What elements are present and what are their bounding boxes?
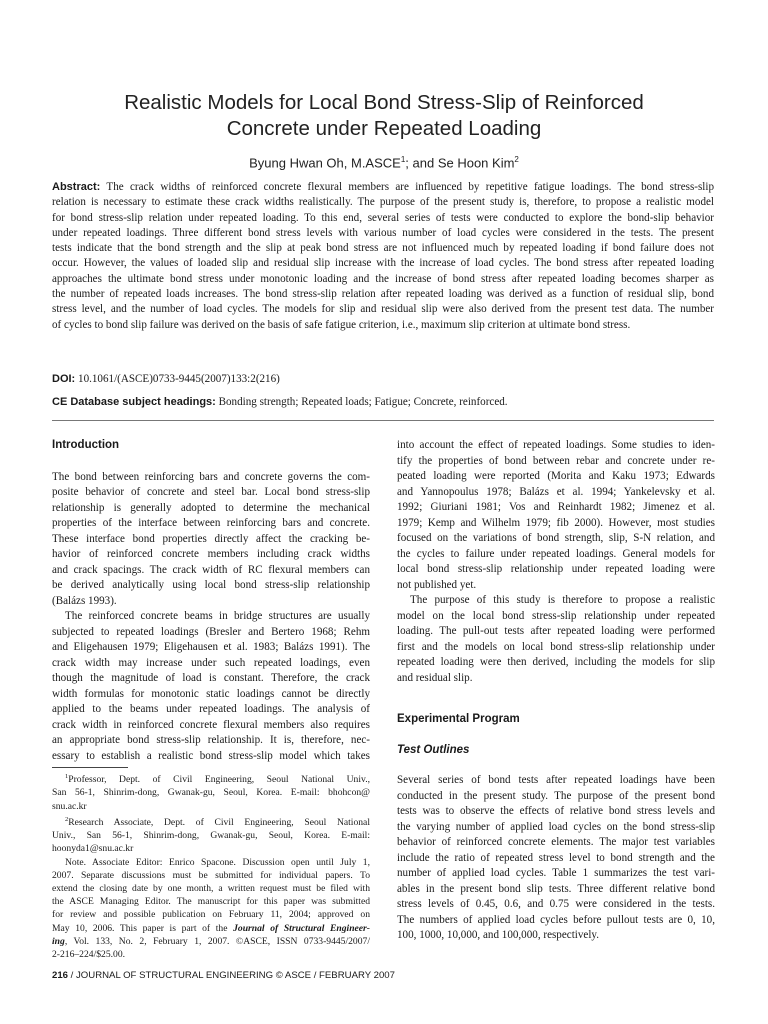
body-line: tests was to observe the effects of relative bond stress levels and bbox=[397, 805, 715, 817]
journal-name: Journal of Structural Engineer- bbox=[233, 922, 370, 934]
body-line: posite behavior of concrete and steel bar. Local bond stress-slip bbox=[52, 486, 370, 498]
subsection-heading-test-outlines: Test Outlines bbox=[397, 743, 470, 756]
body-line: essary to establish a realistic bond stress-slip model which takes bbox=[52, 749, 370, 762]
doi bbox=[52, 373, 280, 385]
body-line: not published yet. bbox=[397, 578, 477, 591]
body-line: 1979; Kemp and Wilhelm 1979; fib 2000). However, most studies bbox=[397, 516, 715, 529]
author-2-affil: 2 bbox=[514, 155, 519, 164]
abstract-line: tests indicate that the bond strength and the slip at peak bond stress are not influenced much by repeated loading if bond failure does not bbox=[52, 242, 714, 255]
abstract-line: relation is necessary to estimate these crack widths realistically. The purpose of the present study is, therefore, to propose a realistic model bbox=[52, 196, 714, 209]
body-line: havior of reinforced concrete members including crack widths bbox=[52, 548, 370, 560]
abstract-line: for bond stress-slip relation under repeated loading. To this end, several series of tests were conducted to explore the bond-slip behavior bbox=[52, 211, 714, 224]
right-column bbox=[397, 438, 715, 944]
body-line: tify the properties of bond between rebar and concrete under re- bbox=[397, 454, 715, 467]
body-line: repeated loading were then derived, including the models for slip bbox=[397, 656, 715, 668]
body-line: include the ratio of repeated stress level to bond strength and the bbox=[397, 851, 715, 864]
body-line: subjected to repeated loadings (Bresler and Bertero 1968; Rehm bbox=[52, 625, 370, 638]
body-line: 1992; Giuriani 1981; Vos and Reinhardt 1982; Jimenez et al. bbox=[397, 501, 715, 513]
doi-value[interactable]: 10.1061/(ASCE)0733-9445(2007)133:2(216) bbox=[78, 373, 280, 385]
body-line: first and the models on local bond stress-slip relationship under bbox=[397, 640, 715, 653]
body-line: number of applied load cycles. Table 1 summarizes the test vari- bbox=[397, 867, 715, 879]
abstract-line: of cycles to bond slip failure was derived on the basis of safe fatigue criterion, i.e., maximum slip criterion at ultimate bond stress. bbox=[52, 318, 631, 331]
abstract-line: the number of repeated loads increases. The bond stress-slip relation after repeated loading was derived as a function of residual slip, bond bbox=[52, 288, 714, 301]
body-line: and Yannopoulus 1978; Balázs et al. 1994; Yankelevsky et al. bbox=[397, 485, 715, 498]
footnote-1-line: snu.ac.kr bbox=[52, 800, 87, 812]
abstract-line: stress level, and the number of load cycles. The models for slip and residual slip were also derived from the present test data. The number bbox=[52, 303, 714, 316]
body-line: be derived analytically using local bond stress-slip relationship bbox=[52, 579, 370, 591]
body-line: though the magnitude of load is constant. Therefore, the crack bbox=[52, 672, 370, 684]
body-line: peated loading were reported (Morita and Kaku 1973; Edwards bbox=[397, 470, 715, 482]
body-line: the varying number of applied load cycles on the bond stress-slip bbox=[397, 820, 715, 833]
body-line: local bond stress-slip relationship under repeated loading were bbox=[397, 563, 715, 575]
subject-headings bbox=[52, 396, 508, 408]
title-line-2: Concrete under Repeated Loading bbox=[226, 117, 542, 140]
left-column bbox=[52, 438, 370, 764]
body-line: The reinforced concrete beams in bridge structures are usually bbox=[65, 610, 370, 622]
body-line: ables in the present bond slip tests. Three different relative bond bbox=[397, 882, 715, 895]
footnote-2-line: hoonyda1@snu.ac.kr bbox=[52, 843, 134, 855]
note-line: Note. Associate Editor: Enrico Spacone. Discussion open until July 1, bbox=[65, 856, 370, 868]
abstract bbox=[52, 180, 714, 333]
body-line: and crack spacings. The crack width of RC flexural members can bbox=[52, 563, 370, 576]
footnotes bbox=[52, 770, 370, 961]
body-line: and residual slip. bbox=[397, 671, 473, 684]
subject-headings-label: CE Database subject headings: bbox=[52, 396, 216, 408]
body-line: The purpose of this study is therefore to propose a realistic bbox=[410, 594, 715, 606]
body-line: relationship is generally adopted to determine the mechanical bbox=[52, 501, 370, 514]
note-line: 2-216–224/$25.00. bbox=[52, 949, 126, 961]
journal-footer: / JOURNAL OF STRUCTURAL ENGINEERING © ASCE / FEBRUARY 2007 bbox=[68, 970, 395, 981]
body-line: applied to the beams under repeated loadings. The analysis of bbox=[52, 703, 370, 715]
body-line: an appropriate bond stress-slip relationship. It is, therefore, nec- bbox=[52, 734, 370, 746]
abstract-line: Abstract: The crack widths of reinforced concrete flexural members are influenced by repetitive fatigue loadings. The bond stress-slip bbox=[52, 181, 714, 193]
note-line: May 10, 2006. This paper is part of the Journal of Structural Engineer- bbox=[52, 922, 370, 934]
body-line: The numbers of applied load cycles before pullout tests are 0, 10, bbox=[397, 913, 715, 926]
paper-title bbox=[40, 90, 728, 142]
title-line-1: Realistic Models for Local Bond Stress-Slip of Reinforced bbox=[124, 91, 644, 114]
abstract-label: Abstract: bbox=[52, 181, 101, 193]
note-line: ing, Vol. 133, No. 2, February 1, 2007. ©ASCE, ISSN 0733-9445/2007/ bbox=[52, 935, 370, 947]
body-line: and Eligehausen 1979; Eligehausen et al. 1983; Balázs 1991). The bbox=[52, 641, 370, 653]
note-line: extend the closing date by one month, a written request must be filed with bbox=[52, 883, 370, 894]
note-line: the ASCE Managing Editor. The manuscript for this paper was submitted bbox=[52, 896, 370, 908]
doi-label: DOI: bbox=[52, 373, 76, 385]
footnote-rule bbox=[52, 767, 128, 768]
note-line: for review and possible publication on February 11, 2004; approved on bbox=[52, 909, 370, 921]
body-line: crack width may increase under such repeated loadings, even bbox=[52, 656, 370, 669]
author-separator: ; and Se Hoon Kim bbox=[405, 155, 515, 171]
body-line: focused on the variations of bond strength, slip, S-N relation, and bbox=[397, 532, 715, 544]
body-line: width formulas for monotonic static loadings cannot be directly bbox=[52, 687, 370, 700]
subject-headings-value: Bonding strength; Repeated loads; Fatigue; Concrete, reinforced. bbox=[218, 396, 508, 408]
body-line: Several series of bond tests after repeated loadings have been bbox=[397, 774, 715, 786]
body-line: conducted in the present study. The purpose of the present bond bbox=[397, 789, 715, 802]
authors bbox=[40, 155, 728, 170]
body-line: behavior of reinforced concrete elements. The major test variables bbox=[397, 836, 715, 848]
body-line: into account the effect of repeated loadings. Some studies to iden- bbox=[397, 439, 715, 451]
body-line: These interface bond properties directly affect the cracking be- bbox=[52, 532, 370, 545]
body-line: (Balázs 1993). bbox=[52, 594, 117, 607]
body-line: stress levels of 0.45, 0.6, and 0.75 were considered in the tests. bbox=[397, 898, 715, 910]
abstract-line: under repeated loadings. Three different bond stress levels with various number of load cycles were considered in the tests. The present bbox=[52, 226, 714, 239]
footnote-2-line: Univ., San 56-1, Shinrim-dong, Gwanak-gu, Seoul, Korea. E-mail: bbox=[52, 830, 370, 842]
note-line: 2007. Separate discussions must be submitted for individual papers. To bbox=[52, 869, 370, 881]
page-footer bbox=[52, 970, 395, 981]
body-line: model on the local bond stress-slip relationship under repeated bbox=[397, 609, 715, 622]
body-line: loading. The pull-out tests after repeated loading were performed bbox=[397, 625, 715, 637]
author-1: Byung Hwan Oh, M.ASCE bbox=[249, 155, 401, 171]
page-number: 216 bbox=[52, 970, 69, 981]
author-1-affil: 1 bbox=[400, 155, 406, 164]
footnote-1-line: San 56-1, Shinrim-dong, Gwanak-gu, Seoul, Korea. E-mail: bhohcon@ bbox=[52, 787, 370, 799]
section-heading-introduction: Introduction bbox=[52, 439, 120, 451]
abstract-line: approaches the ultimate bond stress under monotonic loading and the increase of bond stress after repeated loading becomes sharper as bbox=[52, 272, 714, 285]
body-line: the cycles to failure under repeated loadings. General models for bbox=[397, 547, 715, 560]
footnote-2-line: $^2$Research Associate, Dept. of Civil Engineering, Seoul National bbox=[65, 815, 370, 828]
footnote-1-line: $^1$Professor, Dept. of Civil Engineering, Seoul National Univ., bbox=[65, 773, 370, 786]
divider bbox=[52, 420, 714, 421]
body-line: 100, 1000, 10,000, and 100,000, respectively. bbox=[397, 929, 600, 941]
body-line: properties of the interface between reinforcing bars and concrete. bbox=[52, 517, 370, 529]
body-line: crack width in reinforced concrete flexural members also requires bbox=[52, 718, 370, 731]
section-heading-experimental-program: Experimental Program bbox=[397, 713, 520, 725]
body-line: The bond between reinforcing bars and concrete governs the com- bbox=[52, 470, 370, 483]
abstract-line: occur. However, the values of loaded slip and residual slip increase with the increase of load cycles. The bond stress after repeated loading bbox=[52, 257, 714, 270]
